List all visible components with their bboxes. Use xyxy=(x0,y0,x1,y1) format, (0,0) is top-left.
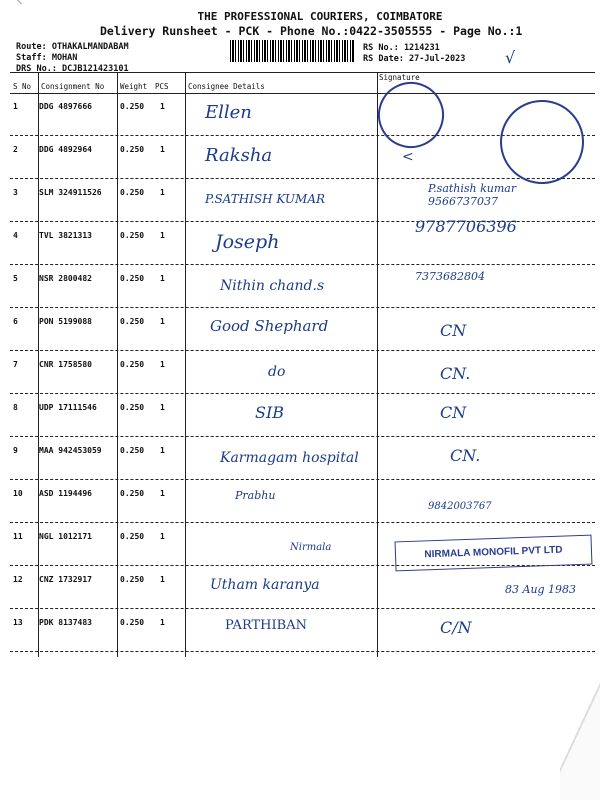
row-sno: 11 xyxy=(13,532,23,541)
row-weight: 0.250 xyxy=(120,618,145,627)
row-consignment: PDK 8137483 xyxy=(39,618,92,627)
row-weight: 0.250 xyxy=(120,102,145,111)
row-pcs: 1 xyxy=(160,188,165,197)
col-consignment: Consignment No xyxy=(41,82,105,91)
stamp-text: NIRMALA MONOFIL PVT LTD xyxy=(424,544,563,561)
row-weight: 0.250 xyxy=(120,403,145,412)
barcode xyxy=(230,40,355,62)
table-row xyxy=(10,217,595,265)
consignee-handwriting: Nirmala xyxy=(290,542,332,553)
table-row xyxy=(10,565,595,609)
row-consignment: ASD 1194496 xyxy=(39,489,92,498)
row-weight: 0.250 xyxy=(120,145,145,154)
row-pcs: 1 xyxy=(160,102,165,111)
row-sno: 3 xyxy=(13,188,18,197)
row-pcs: 1 xyxy=(160,360,165,369)
page-tear xyxy=(560,660,600,800)
table-row xyxy=(10,264,595,308)
row-weight: 0.250 xyxy=(120,446,145,455)
row-pcs: 1 xyxy=(160,446,165,455)
row-sno: 13 xyxy=(13,618,23,627)
row-weight: 0.250 xyxy=(120,188,145,197)
header-left-info xyxy=(16,42,129,75)
row-weight: 0.250 xyxy=(120,231,145,240)
signature-handwriting: P.sathish kumar 9566737037 xyxy=(428,182,517,208)
staff: Staff: MOHAN xyxy=(16,53,78,63)
consignee-handwriting: P.SATHISH KUMAR xyxy=(205,192,326,206)
row-sno: 7 xyxy=(13,360,18,369)
row-sno: 1 xyxy=(13,102,18,111)
row-pcs: 1 xyxy=(160,145,165,154)
consignee-handwriting: Nithin chand.s xyxy=(220,278,325,294)
table-row xyxy=(10,393,595,437)
row-consignment: CNZ 1732917 xyxy=(39,575,92,584)
row-consignment: PON 5199088 xyxy=(39,317,92,326)
runsheet-subtitle: Delivery Runsheet - PCK - Phone No.:0422-3505555 - Page No.:1 xyxy=(100,24,523,38)
signature-handwriting: 9787706396 xyxy=(415,217,517,236)
consignee-handwriting: Joseph xyxy=(215,231,280,253)
row-pcs: 1 xyxy=(160,231,165,240)
signature-handwriting: 83 Aug 1983 xyxy=(505,583,577,596)
signature-handwriting: CN. xyxy=(440,364,471,383)
signature-handwriting: 9842003767 xyxy=(428,501,492,512)
table-row xyxy=(10,307,595,351)
signature-handwriting: CN. xyxy=(450,446,481,465)
row-consignment: NGL 1012171 xyxy=(39,532,92,541)
row-weight: 0.250 xyxy=(120,317,145,326)
consignee-handwriting: Utham karanya xyxy=(210,577,320,593)
table-row xyxy=(10,178,595,222)
row-consignment: TVL 3821313 xyxy=(39,231,92,240)
row-sno: 10 xyxy=(13,489,23,498)
row-weight: 0.250 xyxy=(120,575,145,584)
row-consignment: UDP 17111546 xyxy=(39,403,97,412)
table-row xyxy=(10,479,595,523)
row-weight: 0.250 xyxy=(120,532,145,541)
signature-handwriting: 7373682804 xyxy=(415,270,485,283)
drs-number: DRS No.: DCJB121423101 xyxy=(16,64,129,74)
row-pcs: 1 xyxy=(160,575,165,584)
row-sno: 4 xyxy=(13,231,18,240)
row-consignment: DDG 4892964 xyxy=(39,145,92,154)
row-pcs: 1 xyxy=(160,274,165,283)
consignee-handwriting: Good Shephard xyxy=(210,317,329,335)
consignee-handwriting: Raksha xyxy=(205,145,273,166)
row-consignment: CNR 1758580 xyxy=(39,360,92,369)
row-consignment: MAA 942453059 xyxy=(39,446,102,455)
col-sno: S No xyxy=(13,82,32,91)
company-title: THE PROFESSIONAL COURIERS, COIMBATORE xyxy=(197,10,443,23)
col-signature: Signature xyxy=(379,73,420,82)
row-sno: 9 xyxy=(13,446,18,455)
row-consignment: NSR 2800482 xyxy=(39,274,92,283)
row-pcs: 1 xyxy=(160,532,165,541)
table-header xyxy=(10,72,595,94)
col-pcs: PCS xyxy=(155,82,169,91)
row-sno: 8 xyxy=(13,403,18,412)
row-pcs: 1 xyxy=(160,489,165,498)
signature-handwriting: < xyxy=(402,149,414,165)
row-pcs: 1 xyxy=(160,317,165,326)
signature-handwriting: C/N xyxy=(440,618,472,637)
row-pcs: 1 xyxy=(160,403,165,412)
col-consignee: Consignee Details xyxy=(188,82,265,91)
corner-fold xyxy=(0,0,22,20)
table-row xyxy=(10,436,595,480)
rs-info xyxy=(363,43,465,65)
table-row xyxy=(10,350,595,394)
rs-number: RS No.: 1214231 xyxy=(363,43,440,53)
row-sno: 2 xyxy=(13,145,18,154)
row-weight: 0.250 xyxy=(120,274,145,283)
signature-handwriting: CN xyxy=(440,321,467,340)
row-consignment: DDG 4897666 xyxy=(39,102,92,111)
rs-date: RS Date: 27-Jul-2023 xyxy=(363,54,466,64)
row-sno: 6 xyxy=(13,317,18,326)
row-sno: 5 xyxy=(13,274,18,283)
consignee-handwriting: Karmagam hospital xyxy=(220,450,359,466)
row-sno: 12 xyxy=(13,575,23,584)
signature-handwriting: CN xyxy=(440,403,467,422)
table-row xyxy=(10,608,595,652)
row-consignment: SLM 324911526 xyxy=(39,188,102,197)
col-weight: Weight xyxy=(120,82,148,91)
route: Route: OTHAKALMANDABAM xyxy=(16,42,129,52)
consignee-handwriting: do xyxy=(268,364,286,380)
consignee-handwriting: PARTHIBAN xyxy=(225,618,307,633)
consignee-handwriting: SIB xyxy=(255,403,285,422)
consignee-handwriting: Prabhu xyxy=(235,489,276,502)
top-right-mark: √ xyxy=(505,48,516,67)
row-pcs: 1 xyxy=(160,618,165,627)
row-weight: 0.250 xyxy=(120,489,145,498)
consignee-handwriting: Ellen xyxy=(205,102,252,123)
row-weight: 0.250 xyxy=(120,360,145,369)
